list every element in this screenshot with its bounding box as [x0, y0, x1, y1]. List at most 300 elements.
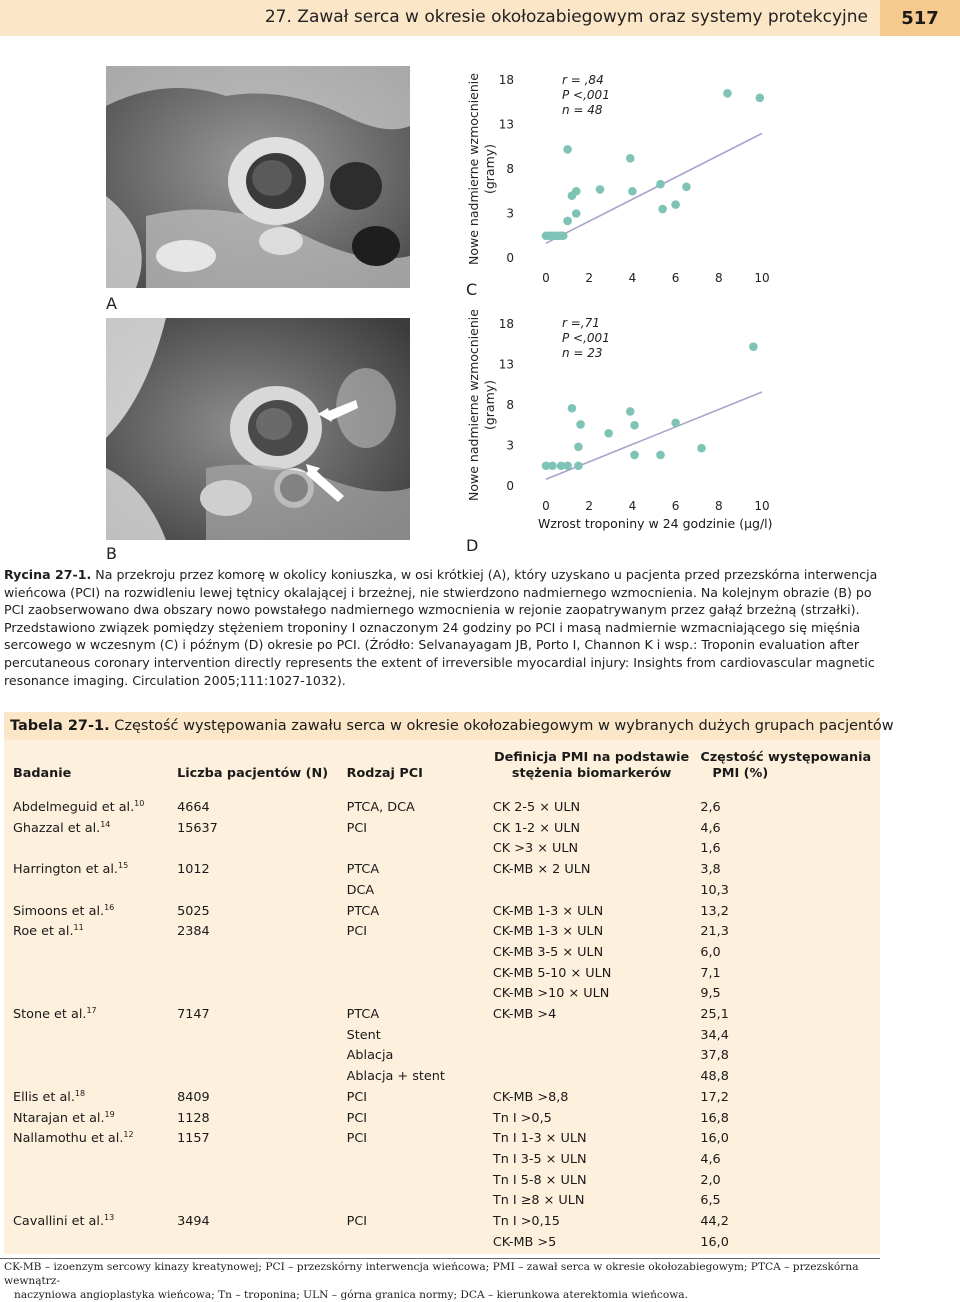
table-footnote [4, 1260, 884, 1302]
cell-frequency-text: 34,4 [700, 1027, 729, 1043]
reference-number: 12 [123, 1130, 134, 1140]
x-tick-label: 10 [754, 271, 770, 285]
cell-definition [493, 1088, 690, 1109]
cell-definition [493, 1150, 690, 1171]
caption-label: Rycina 27-1. [4, 567, 92, 582]
reference-number: 18 [74, 1088, 86, 1098]
reference-number: 14 [100, 819, 111, 829]
cell-pci-type [347, 964, 493, 985]
cell-definition [493, 1129, 690, 1150]
panel-label-c: C [466, 280, 478, 299]
cell-frequency [690, 1129, 880, 1150]
cell-definition-text: CK-MB 5-10 × ULN [492, 965, 612, 981]
table-row [4, 902, 880, 923]
header-definicja-line1: Definicja PMI na podstawie [493, 750, 690, 765]
y-tick-label: 13 [498, 117, 514, 132]
cell-definition [493, 1171, 690, 1192]
cell-definition [493, 860, 690, 881]
cell-study [4, 1233, 177, 1254]
cell-pci-type [347, 819, 493, 840]
cell-frequency-text: 48,8 [700, 1069, 729, 1085]
data-point [604, 429, 613, 438]
cell-definition [493, 1191, 690, 1212]
cell-pci-type-text: PCI [346, 1110, 368, 1126]
cell-frequency-text: 17,2 [700, 1089, 729, 1105]
cell-definition-text: Tn I 5-8 × ULN [492, 1172, 587, 1188]
data-point [656, 451, 665, 460]
cell-study [4, 1129, 177, 1150]
cell-study [4, 922, 177, 943]
y-tick-label: 8 [506, 162, 514, 176]
cell-definition-text: CK-MB 3-5 × ULN [492, 944, 604, 960]
data-point [626, 154, 635, 163]
cell-definition [493, 839, 690, 860]
data-point [568, 404, 577, 413]
cell-definition [493, 881, 690, 902]
cell-frequency-text: 2,6 [700, 800, 721, 815]
cell-definition [493, 1212, 690, 1233]
cell-patients [177, 881, 347, 902]
x-tick-label: 10 [754, 499, 770, 513]
cell-frequency-text: 16,8 [700, 1110, 729, 1126]
cell-patients-text: 7147 [177, 1007, 210, 1023]
x-tick-label: 6 [671, 499, 680, 513]
cell-frequency [690, 790, 880, 819]
reference-number: 17 [86, 1006, 97, 1016]
table-row [4, 1233, 880, 1254]
cell-frequency [690, 860, 880, 881]
y-tick-label: 0 [506, 479, 514, 493]
cell-patients-text: 4664 [177, 800, 210, 815]
cell-frequency-text: 7,1 [700, 965, 721, 981]
data-point [574, 461, 583, 470]
cell-study [4, 984, 177, 1005]
cell-definition [493, 1046, 690, 1067]
stat-label: r =,71 [562, 316, 600, 330]
cell-frequency-text: 37,8 [700, 1048, 729, 1064]
panel-label-d: D [466, 536, 479, 555]
data-point [656, 180, 665, 189]
scatter-chart-c [462, 66, 792, 286]
y-tick-label: 0 [506, 251, 514, 265]
header-czestosc-line1: Częstość występowania [700, 750, 872, 765]
cell-frequency [690, 1026, 880, 1047]
data-point [630, 451, 639, 460]
cell-definition [493, 790, 690, 819]
cell-pci-type [347, 881, 493, 902]
cell-definition-text: Tn I >0,5 [492, 1110, 552, 1126]
footnote-divider [0, 1258, 880, 1259]
table-label: Tabela 27-1. [10, 718, 110, 734]
header-definicja-line2: stężenia biomarkerów [511, 766, 672, 781]
cell-pci-type [347, 943, 493, 964]
table-row [4, 1088, 880, 1109]
cell-study [4, 1026, 177, 1047]
cell-patients-text: 8409 [177, 1089, 210, 1105]
table-row [4, 1129, 880, 1150]
reference-number: 15 [118, 861, 129, 871]
cell-definition [493, 819, 690, 840]
data-point [563, 217, 572, 226]
page-number: 517 [880, 0, 960, 36]
cell-definition-text: CK 2-5 × ULN [492, 800, 581, 815]
table-row [4, 922, 880, 943]
cell-frequency [690, 943, 880, 964]
data-point [576, 420, 585, 429]
cell-frequency-text: 4,6 [700, 820, 721, 836]
table-row [4, 819, 880, 840]
cell-definition [493, 1233, 690, 1254]
reference-number: 19 [104, 1109, 115, 1119]
cell-definition-text: Tn I >0,15 [492, 1214, 560, 1230]
panel-label-a: A [106, 294, 117, 313]
stat-label: n = 48 [562, 103, 603, 117]
cell-patients [177, 1088, 347, 1109]
data-point [630, 421, 639, 430]
header-badanie: Badanie [13, 766, 72, 781]
y-tick-label: 18 [498, 73, 514, 87]
cell-definition-text: CK >3 × ULN [492, 841, 579, 857]
cell-study [4, 1212, 177, 1233]
cell-pci-type [347, 790, 493, 819]
cell-frequency [690, 881, 880, 902]
cell-patients-text: 3494 [177, 1214, 210, 1230]
mri-image-b [106, 318, 410, 540]
cell-study [4, 1005, 177, 1026]
cell-patients [177, 1026, 347, 1047]
cell-frequency [690, 1150, 880, 1171]
cell-definition-text: CK-MB >8,8 [492, 1089, 569, 1105]
table-row [4, 790, 880, 819]
cell-patients-text: 1128 [177, 1110, 210, 1126]
data-point [749, 342, 758, 351]
cell-definition-text: CK-MB 1-3 × ULN [492, 924, 604, 940]
x-tick-label: 2 [585, 271, 594, 285]
data-table [4, 740, 880, 1253]
stat-label: P <,001 [562, 88, 610, 102]
cell-patients [177, 1109, 347, 1130]
cell-frequency-text: 13,2 [700, 903, 729, 919]
cell-frequency [690, 819, 880, 840]
cell-patients-text: 5025 [177, 903, 210, 919]
figure-caption [4, 566, 884, 689]
cell-study [4, 819, 177, 840]
y-tick-label: 3 [506, 206, 514, 221]
y-axis-title-unit: (gramy) [482, 379, 497, 431]
table-row [4, 1109, 880, 1130]
y-tick-label: 18 [498, 317, 514, 331]
stat-label: P <,001 [562, 331, 610, 345]
data-point [548, 461, 557, 470]
x-tick-label: 0 [542, 271, 550, 285]
cell-definition-text: CK-MB >5 [492, 1234, 557, 1250]
cell-pci-type [347, 1088, 493, 1109]
cell-pci-type-text: PCI [346, 820, 368, 836]
cell-pci-type [347, 839, 493, 860]
cell-pci-type [347, 1129, 493, 1150]
cell-frequency [690, 1233, 880, 1254]
cell-study [4, 1109, 177, 1130]
reference-number: 16 [104, 902, 115, 912]
cell-frequency-text: 44,2 [700, 1214, 729, 1230]
cell-definition-text: CK-MB × 2 ULN [492, 862, 591, 878]
cell-definition [493, 1026, 690, 1047]
cell-study [4, 1046, 177, 1067]
table-row [4, 984, 880, 1005]
cell-patients [177, 1212, 347, 1233]
x-tick-label: 0 [542, 499, 550, 513]
cell-study [4, 881, 177, 902]
cell-patients [177, 819, 347, 840]
cell-frequency [690, 902, 880, 923]
data-point [697, 444, 706, 453]
cell-frequency-text: 25,1 [700, 1007, 729, 1023]
footnote-line1: CK-MB – izoenzym sercowy kinazy kreatynowej; PCI – przezskórny interwencja wieńcowa; PMI – zawał serca w okresie okołozabiegowym; PTCA – przezskórna wewnątrz- [4, 1261, 859, 1287]
data-point [574, 443, 583, 452]
cell-frequency-text: 16,0 [700, 1131, 729, 1147]
cell-study-text: Simoons et al. [13, 903, 105, 919]
cell-pci-type [347, 1005, 493, 1026]
table-row [4, 964, 880, 985]
cell-study [4, 1088, 177, 1109]
data-point [756, 94, 765, 103]
table-header-row [4, 740, 880, 790]
footnote-line2: naczyniowa angioplastyka wieńcowa; Tn – troponina; ULN – górna granica normy; DCA – kierunkowa aterektomia wieńcowa. [14, 1289, 688, 1301]
cell-pci-type-text: DCA [346, 882, 375, 898]
cell-pci-type-text: PTCA, DCA [346, 800, 415, 815]
y-axis-title: Nowe nadmierne wzmocnienie [466, 73, 481, 265]
cell-frequency [690, 1005, 880, 1026]
data-point [658, 205, 667, 214]
data-point [723, 89, 732, 98]
cell-pci-type-text: PCI [346, 1131, 368, 1147]
cell-definition-text: Tn I ≥8 × ULN [492, 1193, 585, 1209]
table-container [4, 740, 880, 1254]
cell-definition-text: CK 1-2 × ULN [492, 820, 581, 836]
cell-study-text: Ellis et al. [13, 1089, 75, 1105]
mri-image-a [106, 66, 410, 288]
x-tick-label: 4 [628, 499, 637, 513]
cell-pci-type-text: PCI [346, 924, 368, 940]
x-tick-label: 8 [714, 499, 723, 513]
cell-pci-type-text: Stent [346, 1027, 381, 1043]
table-title [4, 712, 894, 740]
cell-patients [177, 1067, 347, 1088]
table-row [4, 1171, 880, 1192]
cell-study-text: Cavallini et al. [13, 1214, 105, 1230]
table-title-text: Częstość występowania zawału serca w okresie okołozabiegowym w wybranych dużych grupach pacjentów [114, 718, 894, 734]
table-row [4, 839, 880, 860]
cell-frequency [690, 984, 880, 1005]
data-point [559, 231, 568, 240]
cell-frequency-text: 3,8 [700, 862, 721, 878]
cell-pci-type [347, 1171, 493, 1192]
cell-study [4, 964, 177, 985]
cell-frequency [690, 1067, 880, 1088]
cell-definition [493, 943, 690, 964]
page-header [0, 0, 960, 36]
cell-pci-type [347, 922, 493, 943]
cell-patients [177, 790, 347, 819]
cell-pci-type [347, 1109, 493, 1130]
cell-study [4, 1150, 177, 1171]
cell-pci-type-text: PTCA [346, 903, 380, 919]
cell-frequency [690, 1109, 880, 1130]
cell-frequency [690, 922, 880, 943]
data-point [628, 187, 637, 196]
cell-patients [177, 922, 347, 943]
cell-pci-type [347, 902, 493, 923]
cell-study [4, 860, 177, 881]
panel-label-b: B [106, 544, 117, 563]
cell-definition-text: CK-MB 1-3 × ULN [492, 903, 604, 919]
cell-pci-type [347, 1191, 493, 1212]
cell-frequency [690, 1088, 880, 1109]
cell-frequency-text: 2,0 [700, 1172, 721, 1188]
cell-pci-type-text: Ablacja + stent [346, 1069, 445, 1085]
cell-patients [177, 1171, 347, 1192]
cell-frequency [690, 1046, 880, 1067]
cell-patients [177, 839, 347, 860]
cell-patients [177, 1191, 347, 1212]
cell-study-text: Stone et al. [13, 1007, 87, 1023]
cell-study-text: Ghazzal et al. [13, 820, 101, 836]
cell-study-text: Abdelmeguid et al. [13, 800, 135, 815]
cell-frequency-text: 4,6 [700, 1151, 721, 1167]
cell-frequency [690, 1191, 880, 1212]
cell-pci-type [347, 1046, 493, 1067]
cell-patients [177, 1046, 347, 1067]
cell-definition [493, 1067, 690, 1088]
chapter-title: 27. Zawał serca w okresie okołozabiegowym oraz systemy protekcyjne [264, 7, 868, 27]
cell-definition [493, 1109, 690, 1130]
data-point [563, 461, 572, 470]
cell-frequency-text: 9,5 [700, 986, 721, 1002]
data-point [626, 407, 635, 416]
cell-patients [177, 860, 347, 881]
cell-study [4, 790, 177, 819]
header-czestosc [690, 740, 880, 790]
x-tick-label: 8 [714, 271, 723, 285]
header-czestosc-line2: PMI (%) [712, 766, 769, 781]
x-axis-title: Wzrost troponiny w 24 godzinie (μg/l) [538, 516, 773, 531]
cell-definition [493, 922, 690, 943]
y-tick-label: 8 [506, 398, 514, 412]
table-row [4, 1026, 880, 1047]
cell-pci-type [347, 1026, 493, 1047]
data-point [572, 187, 581, 196]
header-rodzaj: Rodzaj PCI [346, 766, 423, 781]
cell-patients [177, 984, 347, 1005]
y-tick-label: 13 [498, 357, 514, 372]
table-row [4, 1150, 880, 1171]
cell-frequency [690, 839, 880, 860]
cell-patients-text: 2384 [177, 924, 210, 940]
cell-patients [177, 1150, 347, 1171]
cell-study-text: Nallamothu et al. [13, 1131, 124, 1147]
caption-text: Na przekroju przez komorę w okolicy koniuszka, w osi krótkiej (A), który uzyskano u pacjenta przed przezskórna interwencja wieńcowa (PCI) na rozwidleniu lewej tętnicy okalającej i brzeżnej, nie stwierdzono nadmiernego wzmocnienia. Na kolejnym obrazie (B) po PCI zaobserwowano dwa obszary nowo powstałego nadmiernego wzmocnienia w rejonie zaopatrywanym przez gałąź brzeżną (strzałki). Przedstawiono związek pomiędzy stężeniem troponiny I oznaczonym 24 godziny po PCI i masą nadmiernie wzmacniającego się mięśnia sercowego w wczesnym (C) i późnym (D) okresie po PCI. (Źródło: Selvanayagam JB, Porto I, Channon K i wsp.: Troponin evaluation after percutaneous coronary intervention directly represents the extent of irreversible myocardial injury: Insights from cardiovascular magnetic resonance imaging. Circulation 2005;111:1027-1032). [4, 567, 878, 688]
cell-frequency-text: 16,0 [700, 1234, 729, 1250]
cell-frequency-text: 21,3 [700, 924, 729, 940]
cell-patients [177, 1233, 347, 1254]
cell-study [4, 943, 177, 964]
cell-patients-text: 15637 [177, 820, 218, 836]
x-tick-label: 4 [628, 271, 637, 285]
cell-definition-text: Tn I 3-5 × ULN [492, 1151, 587, 1167]
cell-pci-type-text: PCI [346, 1214, 368, 1230]
table-row [4, 1212, 880, 1233]
cell-patients [177, 964, 347, 985]
table-row [4, 1046, 880, 1067]
table-row [4, 1191, 880, 1212]
cell-study-text: Roe et al. [13, 924, 74, 940]
cell-study-text: Ntarajan et al. [13, 1110, 105, 1126]
y-axis-title-unit: (gramy) [482, 143, 497, 195]
cell-definition-text: CK-MB >10 × ULN [492, 986, 610, 1002]
cell-frequency-text: 6,5 [700, 1193, 721, 1209]
cell-study-text: Harrington et al. [13, 862, 118, 878]
header-liczba: Liczba pacjentów (N) [177, 766, 329, 781]
x-tick-label: 6 [671, 271, 680, 285]
cell-frequency [690, 964, 880, 985]
cell-study [4, 839, 177, 860]
reference-number: 13 [104, 1213, 115, 1223]
cell-study [4, 1191, 177, 1212]
stat-label: n = 23 [562, 346, 603, 360]
cell-pci-type [347, 860, 493, 881]
stat-label: r = ,84 [562, 73, 604, 87]
cell-study [4, 902, 177, 923]
cell-patients [177, 1005, 347, 1026]
cell-pci-type-text: PTCA [346, 862, 380, 878]
x-tick-label: 2 [585, 499, 594, 513]
table-row [4, 881, 880, 902]
cell-patients-text: 1012 [177, 862, 210, 878]
data-point [682, 183, 691, 192]
cell-pci-type-text: PTCA [346, 1007, 380, 1023]
cell-pci-type [347, 1067, 493, 1088]
cell-definition-text: CK-MB >4 [492, 1007, 557, 1023]
data-point [596, 185, 605, 194]
table-row [4, 1005, 880, 1026]
scatter-chart-d [462, 309, 792, 513]
cell-definition [493, 902, 690, 923]
y-axis-title: Nowe nadmierne wzmocnienie [466, 309, 481, 501]
table-row [4, 860, 880, 881]
cell-frequency-text: 1,6 [700, 841, 721, 857]
cell-pci-type-text: PCI [346, 1089, 368, 1105]
cell-definition-text: Tn I 1-3 × ULN [492, 1131, 587, 1147]
cell-frequency-text: 6,0 [700, 944, 721, 960]
table-row [4, 1067, 880, 1088]
cell-pci-type [347, 1212, 493, 1233]
cell-patients-text: 1157 [177, 1131, 210, 1147]
y-tick-label: 3 [506, 438, 514, 453]
cell-definition [493, 984, 690, 1005]
data-point [572, 209, 581, 218]
cell-frequency [690, 1171, 880, 1192]
data-point [671, 200, 680, 209]
reference-number: 11 [73, 923, 84, 933]
data-point [671, 419, 680, 428]
cell-frequency [690, 1212, 880, 1233]
cell-definition [493, 1005, 690, 1026]
cell-definition [493, 964, 690, 985]
cell-frequency-text: 10,3 [700, 882, 729, 898]
data-point [563, 145, 572, 154]
header-definicja [493, 740, 690, 790]
table-row [4, 943, 880, 964]
